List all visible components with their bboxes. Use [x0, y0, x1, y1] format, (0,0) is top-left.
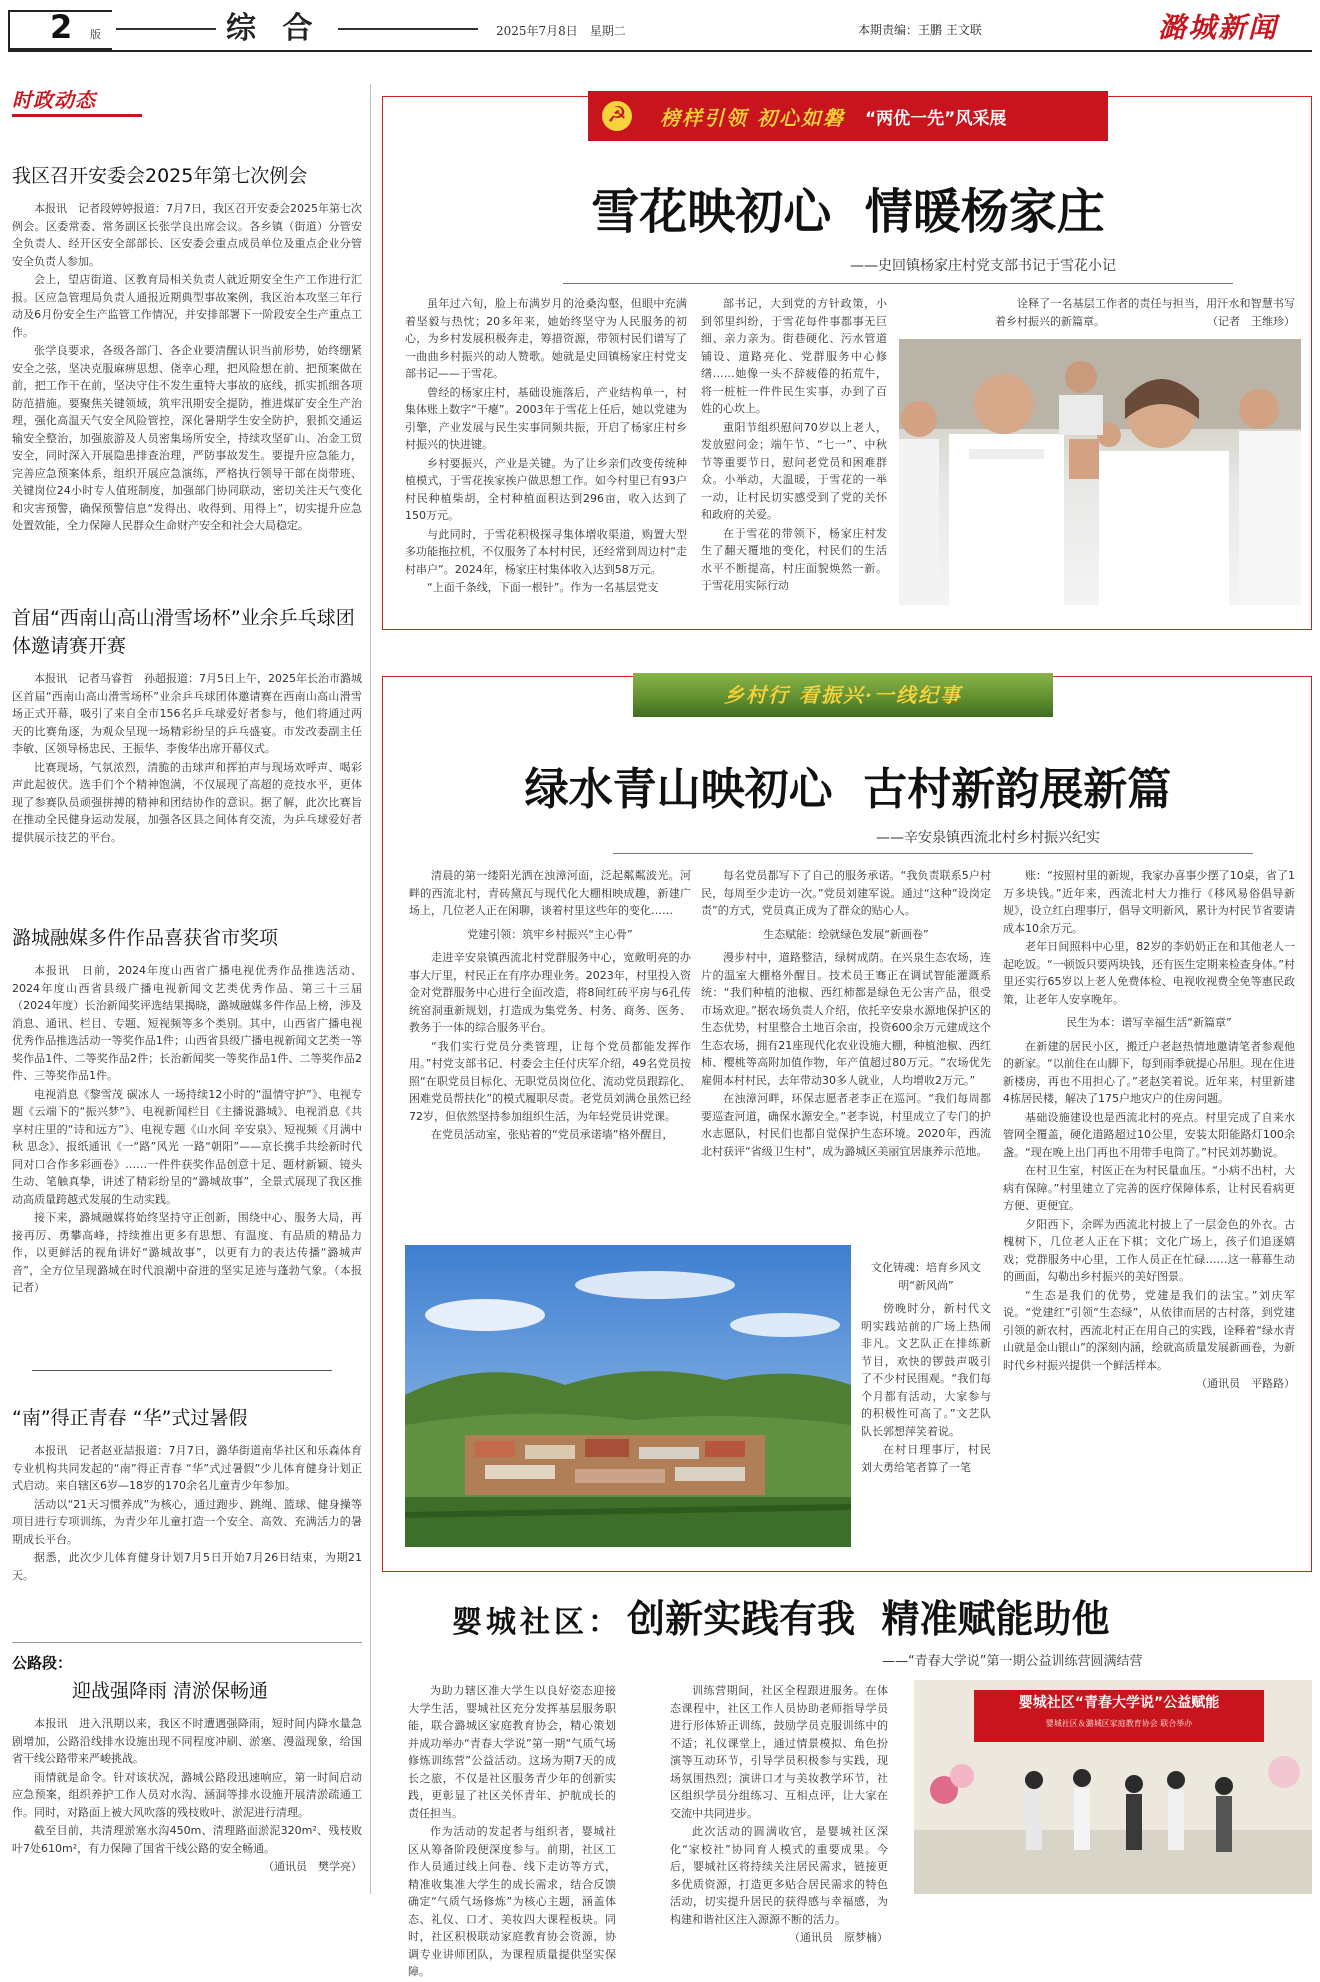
article-title: 我区召开安委会2025年第七次例会 [12, 165, 308, 187]
paragraph: 在村卫生室，村医正在为村民量血压。“小病不出村，大病有保障。”村里建立了完善的医疗保障体系，让村民看病更方便、更便宜。 [1003, 1164, 1295, 1212]
column-separator [370, 84, 371, 1894]
feature-col-2 [701, 867, 991, 1161]
column-title-underline [12, 114, 142, 117]
paragraph: 夕阳西下，余晖为西流北村披上了一层金色的外衣。古槐树下，几位老人正在下棋；文化广场上，孩子们追逐嬉戏；党群服务中心里，工作人员正在忙碌……这一幕幕生动的画面，勾勒出乡村振兴的美好图景。 [1003, 1217, 1295, 1283]
paragraph: 在党员活动室，张贴着的“党员承诺墙”格外醒目， [431, 1128, 674, 1141]
section-name: 综 合 [226, 11, 321, 46]
page-number: 2 [50, 8, 73, 46]
paragraph: 作为活动的发起者与组织者，婴城社区从筹备阶段便深度参与。前期，社区工作人员通过线上问卷、线下走访等方式，精准收集准大学生的成长需求，结合反馈确定“气质气场修炼”为核心主题，涵盖体态、礼仪、口才、美妆四大课程板块。同时，社区积极联动家庭教育协会资源，协调专业讲师团队，为课程质量提供坚实保障。 [408, 1825, 616, 1978]
paragraph: 为助力辖区准大学生以良好姿态迎接大学生活，婴城社区充分发挥基层服务职能，联合潞城区家庭教育协会，精心策划并成功举办“青春大学说”第一期“气质气场修炼训练营”公益活动。这场为期7天的成长之旅，不仅是社区服务青少年的创新实践，更彰显了社区关怀青年、护航成长的责任担当。 [408, 1684, 616, 1820]
paragraph: 在新建的居民小区，搬迁户老赵热情地邀请笔者参观他的新家。“以前住在山脚下，每到雨季就提心吊胆。现在住进新楼房，再也不用担心了。”老赵笑着说。近年来，村里新建4栋居民楼，解决了175户地灾户的住房问题。 [1003, 1039, 1295, 1105]
feature-subtitle: ——“青春大学说”第一期公益训练营圆满结营 [882, 1654, 1143, 1669]
paragraph: 走进辛安泉镇西流北村党群服务中心，宽敞明亮的办事大厅里，村民正在有序办理业务。2023年，村里投入资金对党群服务中心进行全面改造，将8间红砖平房与6孔传统窑洞重新规划，打造成为集党务、村务、商务、医务、教务于一体的综合服务平台。 [409, 951, 691, 1034]
feature-headline [452, 1588, 1312, 1643]
paragraph: 此次活动的圆满收官，是婴城社区深化“家校社”协同育人模式的重要成果。今后，婴城社区将持续关注居民需求，链接更多优质资源，打造更多贴合居民需求的特色活动，切实提升居民的获得感与幸福感，为构建和谐社区注入源源不断的活力。 [670, 1825, 888, 1926]
page-suffix: 版 [90, 28, 101, 41]
feature-title: 绿水青山映初心 古村新韵展新篇 [524, 764, 1172, 815]
paragraph: 电视消息《黎雪茂 碳冰人 一场持续12小时的“温情守护”》、电视专题《云端下的“振兴梦”》、电视新闻栏目《主播说潞城》、电视消息《共享村庄里的“诗和远方”》、电视专题《山水间 辛安泉》、短视频《月满中秋 思念》、报纸通讯《一“路”风光 一路“朝阳”——京长携手共绘新时代同对口合作多彩画卷》……一件件获奖作品创意十足、题材新颖、镜头生动、笔触真挚，讲述了精彩纷呈的“潞城故事”，全景式展现了我区推动高质量跨越式发展的生动实践。 [12, 1087, 362, 1206]
paragraph: 据悉，此次少儿体育健身计划7月5日开始7月26日结束，为期21天。 [12, 1551, 362, 1582]
feature-title: 创新实践有我 精准赋能助他 [627, 1597, 1110, 1641]
byline: （记者 王维珍） [1207, 314, 1295, 328]
paragraph: 账：“按照村里的新规，我家办喜事少摆了10桌，省了1万多块钱。”近年来，西流北村大力推行《移风易俗倡导新规》，设立红白理事厅，倡导文明新风，累计为村民节省要请成本10余万元。 [1003, 869, 1295, 935]
masthead-underline [8, 50, 1312, 52]
paragraph: 基础设施建设也是西流北村的亮点。村里完成了自来水管网全覆盖，硬化道路超过10公里，安装太阳能路灯100余盏。“现在晚上出门再也不用带手电筒了。”村民刘苏勤说。 [1003, 1110, 1295, 1159]
paragraph: “上面千条线，下面一根针”。作为一名基层党支 [427, 581, 659, 594]
issue-date: 2025年7月8日 星期二 [496, 24, 626, 38]
banner-text: 乡村行 看振兴·一线纪事 [724, 683, 962, 707]
masthead [8, 8, 1312, 52]
paragraph: 比赛现场，气氛浓烈，清脆的击球声和挥拍声与现场欢呼声、喝彩声此起彼伏。选手们个个精神饱满，不仅展现了高超的竞技水平，更体现了参赛队员顽强拼搏的精神和团结协作的意识。据了解，此次比赛旨在推动全民健身运动发展，加强各区县之间体育交流，为乒乓球爱好者提供展示技艺的平台。 [12, 760, 362, 844]
feature-subtitle: ——辛安泉镇西流北村乡村振兴纪实 [876, 830, 1100, 846]
photo-party-members-oath [899, 339, 1301, 605]
paragraph: 在村日理事厅，村民刘大勇给笔者算了一笔 [861, 1443, 991, 1474]
paragraph: 会上，望店街道、区教育局相关负责人就近期安全生产工作进行汇报。区应急管理局负责人通报近期典型事故案例，我区治本攻坚三年行动及6月份安全生产监管工作情况，并安排部署下一阶段安全生产重点工作。 [12, 273, 362, 339]
feature-kicker: 婴城社区： [452, 1605, 622, 1640]
masthead-rule-mid [338, 28, 478, 30]
paragraph: 诠释了一名基层工作者的责任与担当，用汗水和智慧书写着乡村振兴的新篇章。 [995, 297, 1295, 328]
section-subheading: 文化铸魂：培育乡风文明“新风尚” [871, 1261, 981, 1292]
divider [12, 1642, 362, 1643]
article-safety-meeting [12, 162, 362, 536]
series-banner [588, 91, 1108, 141]
page-editors: 本期责编：王鹏 王文联 [858, 23, 982, 37]
article-road-drainage [12, 1652, 362, 1876]
feature-col-2 [670, 1682, 888, 1947]
banner-series: “两优一先”风采展 [864, 108, 1007, 129]
byline: （通讯员 樊学亮） [263, 1860, 362, 1873]
photo-village-aerial [405, 1245, 851, 1547]
feature-snowflake [382, 96, 1312, 630]
photo-banner-subtext: 婴城社区＆潞城区家庭教育协会 联合举办 [1045, 1719, 1193, 1728]
paragraph: 每名党员都写下了自己的服务承诺。“我负责联系5户村民，每周至少走访一次。”党员刘建军说。通过“这种”设岗定责”的方式，党员真正成为了群众的贴心人。 [701, 869, 991, 917]
article-body [12, 962, 362, 1297]
feature-col-3 [1003, 867, 1295, 1393]
paragraph: 与此同时，于雪花积极探寻集体增收渠道，购置大型多功能拖拉机，不仅服务了本村村民，还经常到周边村“走村串户”。2024年，杨家庄村集体收入达到58万元。 [405, 527, 687, 576]
feature-xiliubei [382, 676, 1312, 1572]
paragraph: 训练营期间，社区全程跟进服务。在体态课程中，社区工作人员协助老师指导学员进行形体矫正训练，鼓励学员克服训练中的不适；礼仪课堂上，通过情景模拟、角色扮演等互动环节，引导学员积极参与实践，现场氛围热烈；演讲口才与美妆教学环节，社区组织学员分组练习、互相点评，让大家在交流中共同进步。 [670, 1684, 888, 1820]
paragraph: 重阳节组织慰问70岁以上老人，发放慰问金；端午节、“七一”、中秋节等重要节日，慰问老党员和困难群众。小举动，大温暖，于雪花的一举一动，让村民切实感受到了党的关怀和政府的关爱。 [701, 420, 887, 521]
photo-training-camp [914, 1680, 1312, 1894]
paragraph: 虽年过六旬，脸上布满岁月的沧桑沟壑，但眼中充满着坚毅与热忱；20多年来，她始终坚守为人民服务的初心，为乡村发展积极奔走，筹措资源，带领村民们谱写了一曲曲乡村振兴的动人赞歌。她就是史回镇杨家庄村党支部书记——于雪花。 [405, 297, 687, 380]
feature-col-3 [995, 295, 1295, 330]
feature-title: 雪花映初心 情暖杨家庄 [591, 184, 1105, 240]
paragraph: 老年日间照料中心里，82岁的李奶奶正在和其他老人一起吃饭。“一顿饭只要两块钱，还有医生定期来检查身体。”村里还实行65岁以上老人免费体检、电视收视费全免等惠民政策，让老年人安享晚年。 [1003, 940, 1295, 1006]
photo-illustration [899, 339, 1301, 605]
feature-col-1 [409, 867, 691, 1145]
article-kicker: 公路段： [12, 1654, 73, 1672]
byline: （通讯员 原梦楠） [789, 1931, 888, 1944]
subtitle-rule [563, 283, 1233, 284]
paragraph: 本报讯 记者段婷婷报道：7月7日，我区召开安委会2025年第七次例会。区委常委、常务副区长张学良出席会议。各乡镇（街道）分管安全负责人、经开区安全部部长、区安委会重点成员单位及重点企业分管安全负责人参加。 [12, 202, 362, 268]
article-body [12, 1715, 362, 1876]
paragraph: 本报讯 记者马睿哲 孙超报道：7月5日上午，2025年长治市潞城区首届“西南山高山滑雪场杯”业余乒乓球团体邀请赛在西南山高山滑雪场正式开幕，吸引了来自全市156名乒乓球爱好者参与，他们将通过两天的比赛角逐，为观众呈现一场精彩纷呈的乒乓盛宴。市发改委副主任李敏、区领导杨忠民、王振华、李俊华出席开幕仪式。 [12, 672, 362, 755]
paragraph: 截至目前，共清理淤塞水沟450m、清理路面淤泥320m²、残枝败叶7处610m²，有力保障了国省干线公路的安全畅通。 [12, 1824, 362, 1855]
series-banner-green [633, 673, 1053, 717]
feature-col-2 [701, 295, 887, 596]
paragraph: 乡村要振兴，产业是关键。为了让乡亲们改变传统种植模式，于雪花挨家挨户做思想工作。如今村里已有93户村民种植柴胡，全村种植面积达到296亩，收入达到了150万元。 [405, 456, 687, 522]
article-title: “南”得正青春 “华”式过暑假 [12, 1407, 248, 1429]
paragraph: 本报讯 记者赵亚喆报道：7月7日，潞华街道南华社区和乐森体育专业机构共同发起的“南”得正青春 “华”式过暑假”少儿体育健身计划正式启动。来自辖区6岁—18岁的170余名儿童青少年参加。 [12, 1444, 362, 1492]
article-body [12, 200, 362, 535]
paragraph: 部书记，大到党的方针政策，小到邻里纠纷，于雪花每件事都事无巨细、亲力亲为。街巷硬化、污水管道铺设、道路亮化、党群服务中心修缮……她像一头不辞疲倦的拓荒牛，将一桩桩一件件民生实事，办到了百姓的心坎上。 [701, 297, 887, 415]
feature-yingcheng [382, 1588, 1312, 1978]
divider [32, 1370, 332, 1371]
paragraph: 活动以“21天习惯养成”为核心，通过跑步、跳绳、篮球、健身操等项目进行专项训练，为青少年儿童打造一个安全、高效、充满活力的暑期成长平台。 [12, 1497, 362, 1546]
byline: （通讯员 平路路） [1196, 1377, 1295, 1390]
paragraph: 张学良要求，各级各部门、各企业要清醒认识当前形势，始终绷紧安全之弦，坚决克服麻痹思想、侥幸心理，把风险想在前、把预案做在前，把工作干在前，坚决守住不发生重特大事故的底线，抓实抓细各项防范措施。要聚焦关键领域，筑牢汛期安全提防，推进煤矿安全生产治理，强化高温天气安全风险管控，深化暑期学生安全防护，狠抓交通运输安全整治，加强旅游及人员密集场所安全，持续攻坚矿山、冶金工贸安全，同时深入开展隐患排查治理，严防事故发生。要提升应急能力，完善应急预案体系，组织开展应急演练，严格执行领导干部在岗带班、关键岗位24小时专人值班制度，加强部门协同联动，密切关注天气变化和灾害预警，确保预警信息“发得出、收得到、用得上”，切实提升应急处置效能，全力保障人民群众生命财产安全和社会大局稳定。 [12, 344, 362, 532]
section-subheading: 党建引领：筑牢乡村振兴“主心骨” [467, 927, 633, 941]
article-title: 潞城融媒多件作品喜获省市奖项 [12, 927, 279, 949]
paper-name-logo: 潞城新闻 [1158, 11, 1279, 44]
paragraph: 接下来，潞城融媒将始终坚持守正创新，围绕中心、服务大局，再接再厉、勇攀高峰，持续推出更多有思想、有温度、有品质的精品力作，以更鲜活的视角讲好“潞城故事”，以更有力的表达传播“潞城声音”，全方位呈现潞城在时代浪潮中奋进的坚实足迹与蓬勃气象。（本报记者） [12, 1211, 362, 1294]
article-title: 迎战强降雨 清淤保畅通 [72, 1680, 269, 1702]
article-title: 首届“西南山高山滑雪场杯”业余乒乓球团体邀请赛开赛 [12, 607, 355, 657]
paragraph: 本报讯 日前，2024年度山西省广播电视优秀作品推选活动、2024年度山西省县级广播电视新闻文艺类优秀作品、第三十三届（2024年度）长治新闻奖评选结果揭晓，潞城融媒多件作品上榜，涉及消息、通讯、栏目、专题、短视频等多个类别。其中，山西省广播电视优秀作品推选活动一等奖作品1件；山西省县级广播电视新闻文艺类一等奖作品1件、二等奖作品2件；长治新闻奖一等奖作品1件、二等奖作品2件、三等奖作品1件。 [12, 964, 362, 1082]
photo-illustration [914, 1680, 1312, 1894]
paragraph: 清晨的第一缕阳光洒在浊漳河面，泛起粼粼波光。河畔的西流北村，青砖黛瓦与现代化大棚相映成趣，新建广场上，几位老人正在闲聊，谈着村里这些年的变化…… [409, 869, 691, 917]
feature-subtitle: ——史回镇杨家庄村党支部书记于雪花小记 [850, 258, 1116, 274]
paragraph: 在于雪花的带领下，杨家庄村发生了翻天覆地的变化，村民们的生活水平不断提高，村庄面貌焕然一新。于雪花用实际行动 [701, 526, 887, 592]
article-body [12, 670, 362, 846]
column-title: 时政动态 [12, 88, 96, 112]
paragraph: 曾经的杨家庄村，基础设施落后，产业结构单一，村集体账上数字“干瘪”。2003年于雪花上任后，她以党建为引擎，产业发展与民生实事同频共振，开启了杨家庄村乡村振兴的快进键。 [405, 385, 687, 451]
article-pingpong [12, 604, 362, 847]
article-summer-fitness [12, 1404, 362, 1585]
subtitle-rule [613, 853, 1253, 854]
party-emblem-icon: ☭ [602, 101, 632, 131]
section-subheading: 生态赋能：绘就绿色发展“新画卷” [763, 927, 929, 941]
paragraph: “生态是我们的优势，党建是我们的法宝。”刘庆军说。“党建红”引领“生态绿”，从依律而居的古村落，到党建引领的新农村，西流北村正在用自己的实践，诠释着“绿水青山就是金山银山”的深刻内涵，绘就高质量发展新画卷，为新时代乡村振兴提供一个鲜活样本。 [1003, 1288, 1295, 1372]
paragraph: 本报讯 进入汛期以来，我区不时遭遇强降雨，短时间内降水量急剧增加，公路沿线排水设施出现不同程度冲刷、淤塞、漫溢现象，给国省干线公路带来严峻挑战。 [12, 1717, 362, 1765]
paragraph: “我们实行党员分类管理，让每个党员都能发挥作用。”村党支部书记、村委会主任付庆军介绍，49名党员按照“在职党员目标化、无职党员岗位化、流动党员跟踪化、困难党员帮扶化”的模式履职尽责。老党员刘满仓虽然已经72岁，但依然坚持参加组织生活，为年轻党员讲党课。 [409, 1039, 691, 1123]
photo-banner-text: 婴城社区“青春大学说”公益赋能 [1018, 1695, 1220, 1711]
feature-col-1 [405, 295, 687, 598]
masthead-rule-left [116, 28, 216, 30]
paragraph: 在浊漳河畔，环保志愿者老李正在巡河。“我们每周都要巡查河道，确保水源安全。”老李说，村里成立了专门的护水志愿队，村民们也都自觉保护生态环境。2020年，西流北村获评“省级卫生村”，成为潞城区美丽宜居康养示范地。 [701, 1092, 991, 1158]
banner-slogan: 榜样引领 初心如磐 [660, 105, 845, 130]
photo-illustration [405, 1245, 851, 1547]
article-media-awards [12, 924, 362, 1298]
feature-col-2-tail [861, 1259, 991, 1477]
paragraph: 傍晚时分，新村代文明实践站前的广场上热闹非凡。文艺队正在排练新节目，欢快的锣鼓声吸引了不少村民围观。“我们每个月都有活动，大家参与的积极性可高了。”文艺队队长郭想萍笑着说。 [861, 1302, 991, 1438]
paragraph: 雨情就是命令。针对该状况，潞城公路段迅速响应，第一时间启动应急预案，组织养护工作人员对水沟、涵洞等排水设施开展清淤疏通工作。同时，对路面上被大风吹落的残枝败叶、淤泥进行清理。 [12, 1770, 362, 1819]
section-subheading: 民生为本：谱写幸福生活“新篇章” [1066, 1016, 1232, 1029]
paragraph: 漫步村中，道路整洁，绿树成荫。在兴泉生态农场，连片的温室大棚格外醒目。技术员王骞正在调试智能灌溉系统：“我们种植的池椒、西红柿都是绿色无公害产品，很受市场欢迎。”据农场负责人介绍，依托辛安泉水源地保护区的生态优势，村里整合土地百余亩，投资600余万元建成这个生态农场，拥有21座现代化农业设施大棚，种植池椒、西红柿、樱桃等高附加值作物，年产值超过80万元。“农场优先雇佣本村村民，去年带动30多人就业，人均增收2万元。” [701, 951, 991, 1087]
feature-col-1 [408, 1682, 616, 1982]
article-body [12, 1442, 362, 1584]
left-column [12, 84, 362, 1896]
